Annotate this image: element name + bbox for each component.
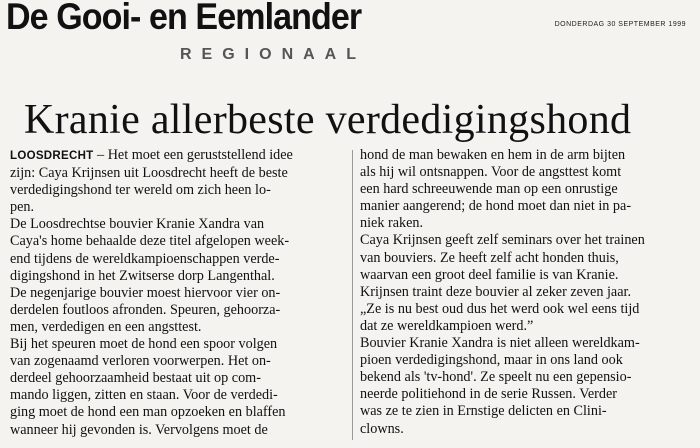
section-label: REGIONAAL	[180, 46, 366, 63]
masthead	[6, 0, 692, 63]
article-line: derdeel gehoorzaamheid bestaat uit op com-	[10, 370, 261, 387]
dateline: LOOSDRECHT	[10, 150, 94, 162]
article-line: digingshond in het Zwitserse dorp Langenthal.	[10, 267, 275, 284]
article-line: niek raken.	[360, 215, 424, 232]
article-line: hond de man bewaken en hem in de arm bijten	[360, 147, 626, 163]
article-line: verdedigingshond ter wereld om zich heen lo-	[10, 182, 271, 199]
article-line: een hard schreeuwende man op een onrustige	[360, 181, 618, 198]
article-line: Krijnsen traint deze bouvier al zeker zeven jaar.	[360, 283, 632, 300]
article-line: end tijdens de wereldkampioenschappen verde-	[10, 250, 280, 267]
article-line: Caya's home behaalde deze titel afgelopen week-	[10, 233, 290, 250]
article-line: van zogenaamd verloren voorwerpen. Het on-	[10, 353, 271, 370]
article-line: waarvan een groot deel familie is van Kranie.	[360, 266, 619, 283]
article-line: neerde politiehond in de serie Russen. Verder	[360, 386, 618, 403]
issue-date: DONDERDAG 30 SEPTEMBER 1999	[554, 21, 686, 28]
article-line: Bouvier Kranie Xandra is niet alleen wereldkam-	[360, 335, 640, 352]
article-line: dat ze wereldkampioen werd.”	[360, 317, 534, 334]
article-line: als hij wil ontsnappen. Voor de angsttest komt	[360, 164, 622, 181]
article-headline: Kranie allerbeste verdedigingshond	[24, 97, 632, 143]
column-divider	[352, 150, 353, 440]
article-line: De Loosdrechtse bouvier Kranie Xandra van	[10, 216, 265, 233]
article-line: Caya Krijnsen geeft zelf seminars over het trainen	[360, 232, 645, 249]
article-line: zijn: Caya Krijnsen uit Loosdrecht heeft de beste	[10, 165, 288, 182]
article-line: LOOSDRECHT – Het moet een geruststellend idee	[10, 147, 293, 163]
article-line: pioen verdedigingshond, maar in ons land ook	[360, 352, 623, 369]
article-line: van bouviers. Ze heeft zelf acht honden thuis,	[360, 249, 619, 266]
article-line: Bij het speuren moet de hond een spoor volgen	[10, 336, 278, 353]
article-line: bekend als 'tv-hond'. Ze speelt nu een gepensio-	[360, 369, 632, 386]
article-line: derdelen foutloos afronden. Speuren, gehoorza-	[10, 301, 281, 318]
article-line: wanneer hij gevonden is. Vervolgens moet de	[10, 421, 268, 438]
article-line: mando liggen, zitten en staan. Voor de verdedi-	[10, 387, 278, 404]
article-column-left	[10, 147, 350, 439]
article-line: was ze te zien in Ernstige delicten en Clini-	[360, 403, 607, 420]
article-line: De negenjarige bouvier moest hiervoor vier on-	[10, 284, 281, 301]
article-column-right	[360, 147, 694, 438]
article-line: clowns.	[360, 420, 404, 437]
newspaper-title: De Gooi- en Eemlander	[6, 0, 362, 37]
article-line: „Ze is nu best oud dus het werd ook wel eens tijd	[360, 300, 640, 317]
article-line: manier aangerend; de hond moet dan niet in pa-	[360, 198, 632, 215]
article-line: men, verdedigen en een angsttest.	[10, 318, 202, 335]
article-line: ging moet de hond een man opzoeken en blaffen	[10, 404, 286, 421]
article-line: pen.	[10, 199, 35, 216]
